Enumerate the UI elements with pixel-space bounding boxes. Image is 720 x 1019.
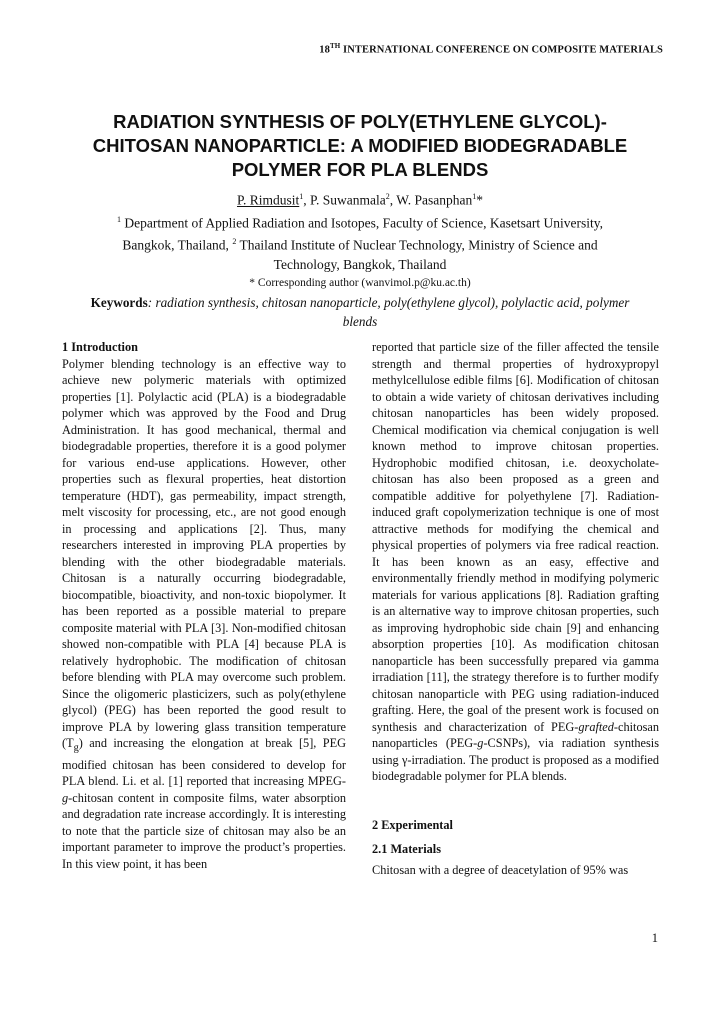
left-column xyxy=(62,339,346,872)
right-text-1: reported that particle size of the filler affected the tensile strength and thermal properties of hydroxypropyl methylcellulose edible films [6]. Modification of chitosan to obtain a wide variety of chitosan derivatives including chitosan nanoparticles has been widely proposed. Chemical modification via chemical conjugation is well known method to improve chitosan properties. Hydrophobic modified chitosan, i.e. deoxycholate-chitosan has also been proposed as a green and compatible additive for polyethylene [7]. Radiation-induced graft copolymerization technique is one of most attractive methods for modifying the chemical and physical properties of polymers via free radical reaction. It has been known as an easy, effective and environmentally friendly method in modifying polymeric materials for various applications [8]. Radiation grafting is an alternative way to improve chitosan properties, such as improving hydrophobic side chain [9] and enhancing absorption properties [10]. As modification chitosan nanoparticle has been successfully prepared via gamma irradiation [11], the strategy therefore is to further modify chitosan nanoparticle with PEG using radiation-induced grafting. Here, the goal of the present work is focused on synthesis and characterization of PEG- xyxy=(372,340,659,734)
right-column xyxy=(372,339,659,878)
spacer xyxy=(372,785,659,801)
title-line-2: CHITOSAN NANOPARTICLE: A MODIFIED BIODEGRADABLE xyxy=(92,135,628,156)
aff2-sup: 2 xyxy=(232,237,237,246)
aff1-cont: Bangkok, Thailand, xyxy=(122,237,233,253)
corresponding-star: * xyxy=(476,192,484,208)
header-sup: TH xyxy=(330,42,341,50)
right-text-2: -chitosan nanoparticles (PEG- xyxy=(372,719,659,750)
section-heading-experimental: 2 Experimental xyxy=(372,817,453,832)
author-block xyxy=(60,187,660,293)
aff1-text: Department of Applied Radiation and Isotopes, Faculty of Science, Kasetsart University, xyxy=(120,215,603,230)
author-3-sup: 1 xyxy=(472,192,477,201)
subsection-heading-materials: 2.1 Materials xyxy=(372,842,441,856)
author-1: P. Rimdusit xyxy=(236,192,300,208)
author-2: , P. Suwanmala xyxy=(303,192,386,208)
intro-text-3: -chitosan content in composite films, water absorption and degradation rate increase accordingly. It is interesting to note that the particle size of chitosan may also be an important parameter to improve the product’s properties. In this view point, it has been xyxy=(62,790,346,871)
intro-paragraph xyxy=(62,356,346,873)
author-1-sup: 1 xyxy=(299,192,304,201)
keywords-label: Keywords xyxy=(90,295,148,310)
page-number: 1 xyxy=(651,931,658,945)
right-g-italic: g xyxy=(477,736,484,750)
author-list xyxy=(60,187,660,210)
author-3: , W. Pasanphan xyxy=(389,192,473,208)
grafted-italic: grafted xyxy=(578,719,614,734)
intro-text-1: Polymer blending technology is an effective way to achieve new polymeric materials with optimized properties [1]. Polylactic acid (PLA) is a biodegradable polymer which was approved by the Food and Drug Administration. It has good mechanical, thermal and biodegradable properties, therefore it is a good polymer for various end-use applications. However, other properties such as flexural properties, heat distortion temperature (HDT), gas permeability, impact strength, melt viscosity for processing, etc., are not good enough in processing and applications [2]. Thus, many researchers interested in improving PLA properties by blending with the other biodegradable materials. Chitosan is a naturally occurring biodegradable, biocompatible, bioactivity, and non-toxic biopolymer. It has been reported as a possible material to prepare composite material with PLA [3]. Non-modified chitosan showed non-compatible with PLA [4] because PLA is relatively hydrophobic. The modification of chitosan before blending with PLA may overcome such problem. Since the oligomeric plasticizers, such as poly(ethylene glycol) (PEG) has been reported the good result to improve PLA by lowering glass transition temperature (T xyxy=(62,356,346,750)
spacer xyxy=(372,801,659,817)
title-line-3: POLYMER FOR PLA BLENDS xyxy=(231,159,489,180)
keywords-text: : radiation synthesis, chitosan nanoparticle, poly(ethylene glycol), polylactic acid, polymer blends xyxy=(147,295,630,329)
section-heading-introduction: 1 Introduction xyxy=(62,340,138,354)
keywords xyxy=(80,293,640,331)
paper-title xyxy=(60,110,660,182)
corresponding-author: * Corresponding author (wanvimol.p@ku.ac.th) xyxy=(249,276,471,289)
materials-paragraph: Chitosan with a degree of deacetylation of 95% was xyxy=(372,862,629,877)
affiliation-line-1 xyxy=(60,210,660,233)
author-2-sup: 2 xyxy=(385,192,390,201)
affiliation-line-2 xyxy=(60,232,660,255)
intro-g-italic: g xyxy=(62,790,69,805)
aff1-sup: 1 xyxy=(116,214,121,224)
intro-paragraph-cont xyxy=(372,339,659,785)
header-text: INTERNATIONAL CONFERENCE ON COMPOSITE MATERIALS xyxy=(340,44,663,56)
affiliation-line-3: Technology, Bangkok, Thailand xyxy=(273,256,447,272)
running-header xyxy=(0,42,663,56)
aff2-text: Thailand Institute of Nuclear Technology, Ministry of Science and xyxy=(236,237,598,253)
right-text-3: -CSNPs), via radiation synthesis using γ-irradiation. The product is proposed as a modified biodegradable polymer for PLA blends. xyxy=(372,736,659,783)
tg-subscript: g xyxy=(73,742,79,754)
header-number: 18 xyxy=(319,44,330,56)
intro-text-2: ) and increasing the elongation at break [5], PEG modified chitosan has been considered to develop for PLA blend. Li. et al. [1] reported that increasing MPEG- xyxy=(62,736,346,789)
title-line-1: RADIATION SYNTHESIS OF POLY(ETHYLENE GLYCOL)- xyxy=(113,111,607,132)
